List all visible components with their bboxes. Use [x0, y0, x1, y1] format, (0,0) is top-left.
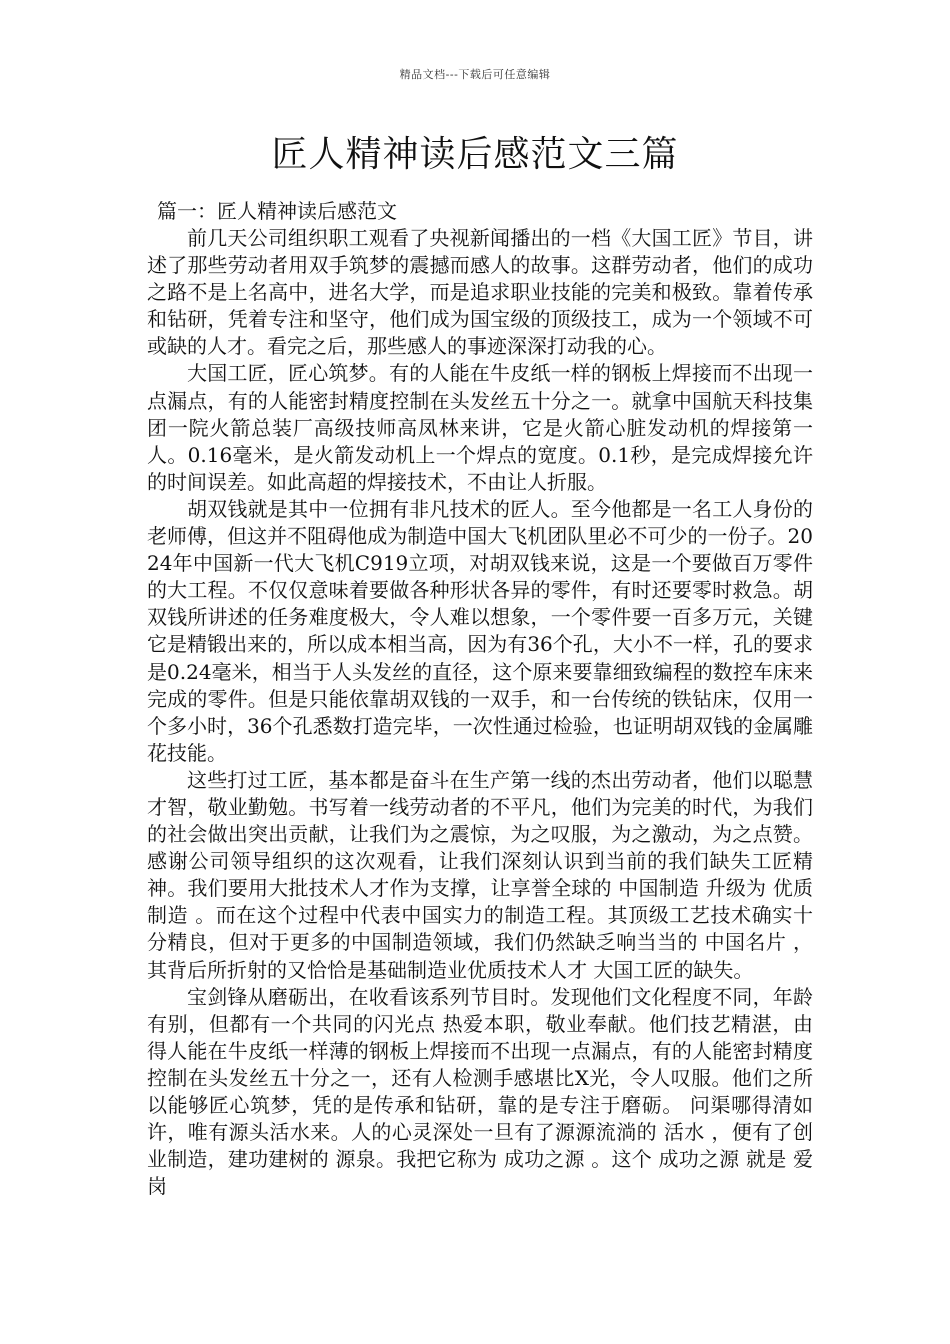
paragraph-5: 宝剑锋从磨砺出，在收看该系列节目时。发现他们文化程度不同，年龄有别，但都有一个共同的闪光点 热爱本职，敬业奉献。他们技艺精湛，由得人能在牛皮纸一样薄的钢板上焊接而不出现一点漏点，有的人能密封精度控制在头发丝五十分之一，还有人检测手感堪比X光，令人叹服。他们之所以能够匠心筑梦，凭的是传承和钻研，靠的是专注于磨砺。 问渠哪得清如许，唯有源头活水来。人的心灵深处一旦有了源源流淌的 活水 ，便有了创业制造，建功建树的 源泉。我把它称为 成功之源 。这个 成功之源 就是 爱岗: [147, 984, 813, 1199]
document-body: [147, 198, 813, 1200]
document-title: 匠人精神读后感范文三篇: [271, 134, 679, 175]
paragraph-2: 大国工匠，匠心筑梦。有的人能在牛皮纸一样的钢板上焊接而不出现一点漏点，有的人能密封精度控制在头发丝五十分之一。就拿中国航天科技集团一院火箭总装厂高级技师高凤林来讲，它是火箭心脏发动机的焊接第一人。0.16毫米，是火箭发动机上一个焊点的宽度。0.1秒，是完成焊接允许的时间误差。如此高超的焊接技术，不由让人折服。: [147, 361, 813, 494]
section-heading: 篇一：匠人精神读后感范文: [157, 199, 397, 223]
paragraph-4: 这些打过工匠，基本都是奋斗在生产第一线的杰出劳动者，他们以聪慧才智，敬业勤勉。书写着一线劳动者的不平凡，他们为完美的时代，为我们的社会做出突出贡献，让我们为之震惊，为之叹服，为之激动，为之点赞。感谢公司领导组织的这次观看，让我们深刻认识到当前的我们缺失工匠精神。我们要用大批技术人才作为支撑，让享誉全球的 中国制造 升级为 优质制造 。而在这个过程中代表中国实力的制造工程。其顶级工艺技术确实十分精良，但对于更多的中国制造领域，我们仍然缺乏响当当的 中国名片 ，其背后所折射的又恰恰是基础制造业优质技术人才 大国工匠的缺失。: [147, 767, 813, 982]
paragraph-3: 胡双钱就是其中一位拥有非凡技术的匠人。至今他都是一名工人身份的老师傅，但这并不阻碍他成为制造中国大飞机团队里必不可少的一份子。2024年中国新一代大飞机C919立项，对胡双钱来说，这是一个要做百万零件的大工程。不仅仅意味着要做各种形状各异的零件，有时还要零时救急。胡双钱所讲述的任务难度极大，令人难以想象，一个零件要一百多万元，关键它是精锻出来的，所以成本相当高，因为有36个孔，大小不一样，孔的要求是0.24毫米，相当于人头发丝的直径，这个原来要靠细致编程的数控车床来完成的零件。但是只能依靠胡双钱的一双手，和一台传统的铁钻床，仅用一个多小时，36个孔悉数打造完毕，一次性通过检验，也证明胡双钱的金属雕花技能。: [147, 496, 813, 765]
page-header: 精品文档---下载后可任意编辑: [399, 68, 551, 81]
paragraph-1: 前几天公司组织职工观看了央视新闻播出的一档《大国工匠》节目，讲述了那些劳动者用双手筑梦的震撼而感人的故事。这群劳动者，他们的成功之路不是上名高中，进名大学，而是追求职业技能的完美和极致。靠着传承和钻研，凭着专注和坚守，他们成为国宝级的顶级技工，成为一个领域不可或缺的人才。看完之后，那些感人的事迹深深打动我的心。: [147, 226, 813, 359]
